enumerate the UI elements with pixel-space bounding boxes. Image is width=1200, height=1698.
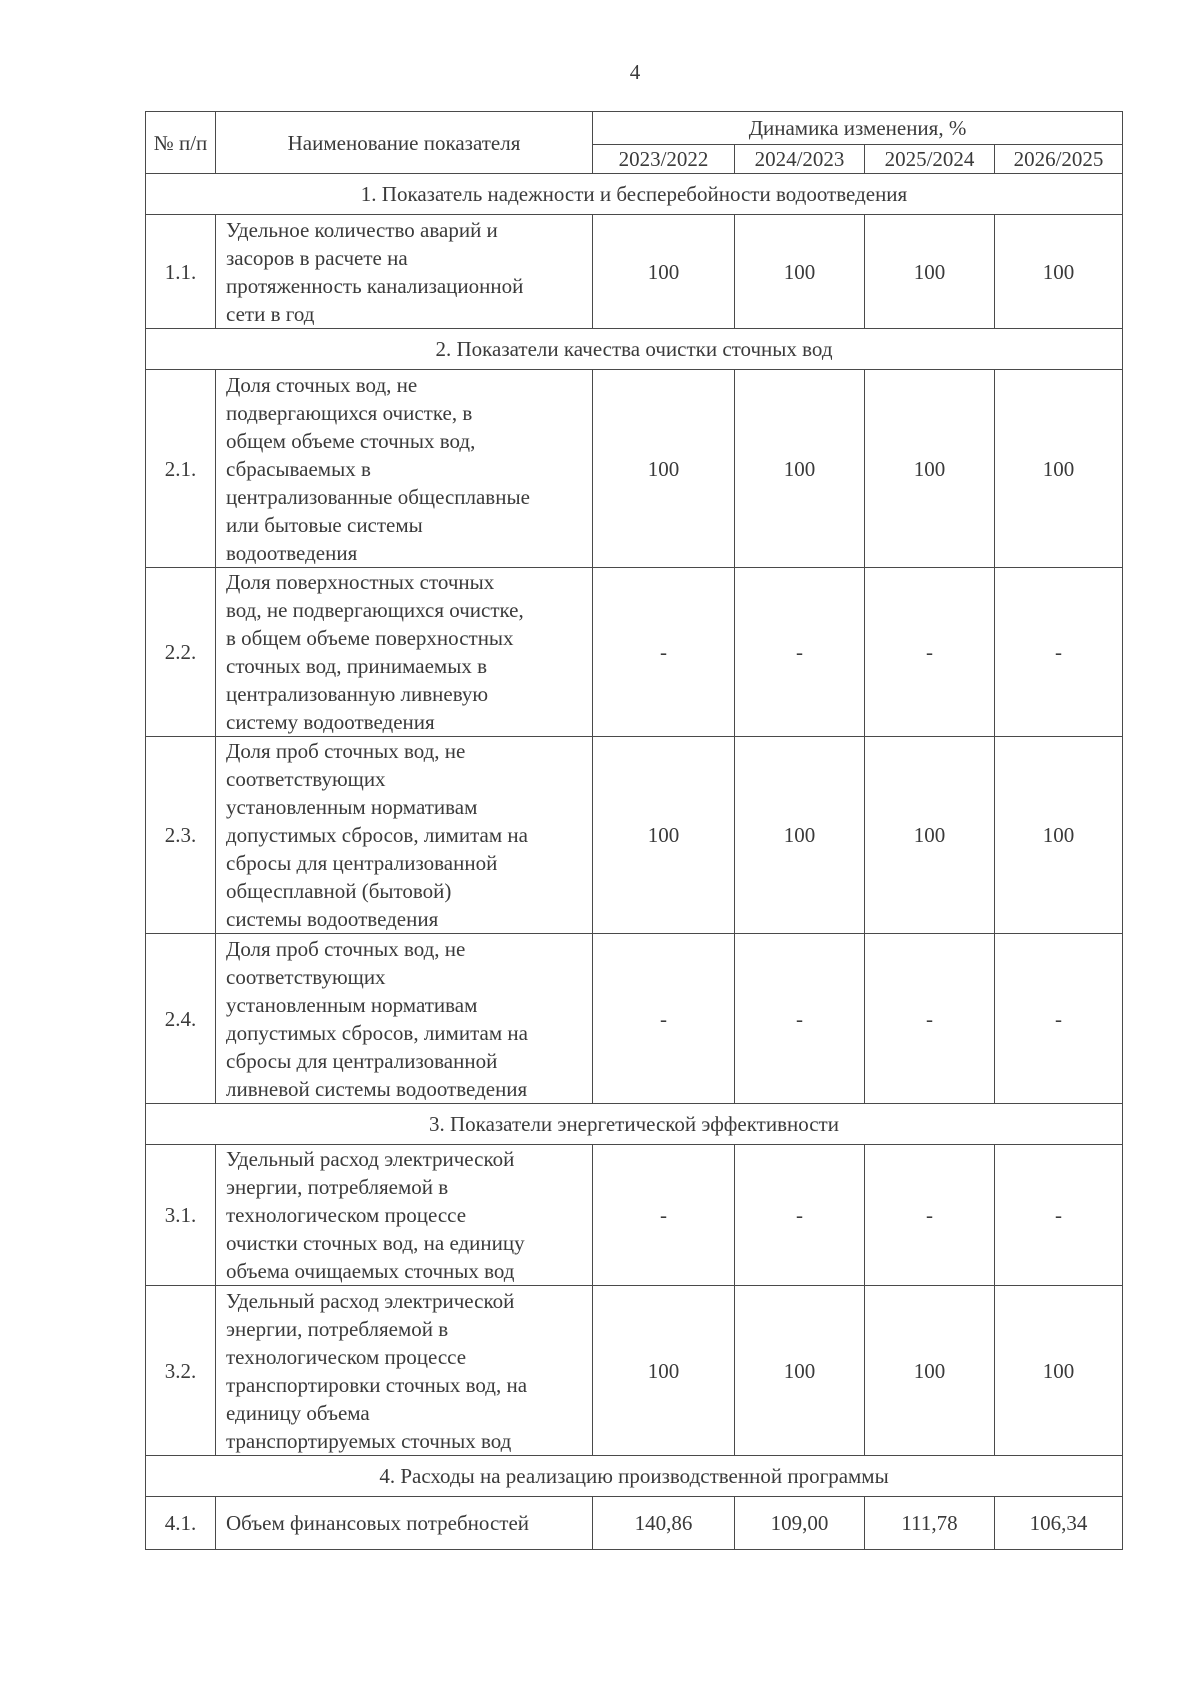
row-number: 2.3. [146,737,216,934]
indicator-name-line: Удельный расход электрической [226,1288,515,1313]
indicator-name-line: Объем финансовых потребностей [226,1511,530,1535]
header-dynamics: Динамика изменения, % [593,112,1123,145]
header-year: 2026/2025 [995,145,1123,174]
indicator-name-line: установленным нормативам [226,795,478,819]
indicator-name-line: централизованные общесплавные [226,484,530,509]
indicator-name-line: допустимых сбросов, лимитам на [226,1020,528,1045]
indicator-name-line: технологическом процессе [226,1203,467,1227]
value-cell: 100 [865,215,995,329]
value-cell: - [593,568,735,737]
indicator-name-line: общесплавной (бытовой) [226,879,452,903]
section-header-row [146,1456,1123,1497]
table-row [146,1497,1123,1550]
table-row [146,1145,1123,1286]
indicator-name-line: систему водоотведения [226,710,435,734]
value-cell: 100 [735,737,865,934]
indicator-name-line: технологическом процессе [226,1344,467,1369]
indicator-name-line: допустимых сбросов, лимитам на [226,823,528,847]
value-cell: 100 [995,370,1123,568]
value-cell: 106,34 [995,1497,1123,1550]
value-cell: 100 [995,215,1123,329]
indicator-name-line: соответствующих [226,767,386,791]
indicator-name [216,215,593,329]
indicator-name-line: централизованную ливневую [226,682,489,706]
section-title: 2. Показатели качества очистки сточных вод [146,329,1123,370]
header-year: 2023/2022 [593,145,735,174]
indicator-name-line: ливневой системы водоотведения [226,1076,528,1101]
row-number: 2.1. [146,370,216,568]
indicator-name-line: Доля поверхностных сточных [226,570,495,594]
indicator-name-line: транспортируемых сточных вод [226,1428,512,1453]
value-cell: 100 [593,370,735,568]
indicator-name-line: очистки сточных вод, на единицу [226,1231,525,1255]
table-row [146,1286,1123,1456]
value-cell: 100 [865,370,995,568]
value-cell: 140,86 [593,1497,735,1550]
value-cell: 100 [593,215,735,329]
value-cell: 100 [735,1286,865,1456]
indicator-name [216,1145,593,1286]
indicator-name-line: сети в год [226,301,315,326]
indicator-name-line: энергии, потребляемой в [226,1175,449,1199]
section-title: 4. Расходы на реализацию производственной программы [146,1456,1123,1497]
value-cell: 100 [865,1286,995,1456]
header-year: 2024/2023 [735,145,865,174]
indicator-name [216,370,593,568]
indicator-name-line: системы водоотведения [226,907,439,931]
value-cell: - [735,1145,865,1286]
indicator-name-line: Доля проб сточных вод, не [226,936,466,961]
indicator-name-line: вод, не подвергающихся очистке, [226,598,524,622]
row-number: 3.1. [146,1145,216,1286]
indicator-name-line: объема очищаемых сточных вод [226,1259,515,1283]
indicator-name-line: сбросы для централизованной [226,851,498,875]
table-row [146,934,1123,1104]
header-year: 2025/2024 [865,145,995,174]
value-cell: 100 [735,370,865,568]
value-cell: 100 [593,1286,735,1456]
table-row [146,370,1123,568]
indicator-name-line: Удельный расход электрической [226,1147,515,1171]
value-cell: - [735,934,865,1104]
section-header-row [146,329,1123,370]
indicators-table [145,111,1123,1550]
indicator-name-line: сбрасываемых в [226,456,371,481]
indicator-name-line: или бытовые системы [226,512,423,537]
header-num [146,112,216,174]
indicator-name-line: сбросы для централизованной [226,1048,498,1073]
table-row [146,215,1123,329]
value-cell: 100 [995,1286,1123,1456]
section-header-row [146,1104,1123,1145]
value-cell: - [865,934,995,1104]
indicator-name-line: в общем объеме поверхностных [226,626,514,650]
indicator-name [216,737,593,934]
page-number: 4 [629,60,641,84]
value-cell: - [735,568,865,737]
value-cell: - [593,1145,735,1286]
row-number: 1.1. [146,215,216,329]
value-cell: 111,78 [865,1497,995,1550]
indicator-name-line: энергии, потребляемой в [226,1316,449,1341]
value-cell: 100 [593,737,735,934]
value-cell: 100 [735,215,865,329]
row-number: 4.1. [146,1497,216,1550]
indicator-name [216,1286,593,1456]
header-name: Наименование показателя [216,112,593,174]
indicator-name [216,568,593,737]
value-cell: - [995,934,1123,1104]
section-title: 3. Показатели энергетической эффективности [146,1104,1123,1145]
indicator-name [216,1497,593,1550]
section-title: 1. Показатель надежности и бесперебойности водоотведения [146,174,1123,215]
indicator-name-line: соответствующих [226,964,386,989]
table-row [146,568,1123,737]
indicator-name-line: водоотведения [226,540,358,565]
value-cell: 100 [865,737,995,934]
indicator-name-line: Доля сточных вод, не [226,372,418,397]
indicator-name-line: установленным нормативам [226,992,478,1017]
indicator-name-line: транспортировки сточных вод, на [226,1372,528,1397]
value-cell: 100 [995,737,1123,934]
value-cell: - [593,934,735,1104]
value-cell: - [865,1145,995,1286]
value-cell: - [995,568,1123,737]
indicator-name-line: засоров в расчете на [226,245,408,270]
section-header-row [146,174,1123,215]
row-number: 2.4. [146,934,216,1104]
value-cell: - [995,1145,1123,1286]
indicator-name-line: Удельное количество аварий и [226,217,498,242]
value-cell: - [865,568,995,737]
indicator-name-line: подвергающихся очистке, в [226,400,473,425]
value-cell: 109,00 [735,1497,865,1550]
row-number: 3.2. [146,1286,216,1456]
indicator-name [216,934,593,1104]
row-number: 2.2. [146,568,216,737]
indicator-name-line: общем объеме сточных вод, [226,428,476,453]
header-num-text: № п/п [153,130,208,155]
indicator-name-line: единицу объема [226,1400,370,1425]
indicator-name-line: Доля проб сточных вод, не [226,739,466,763]
table-row [146,737,1123,934]
indicator-name-line: сточных вод, принимаемых в [226,654,487,678]
indicator-name-line: протяженность канализационной [226,273,524,298]
